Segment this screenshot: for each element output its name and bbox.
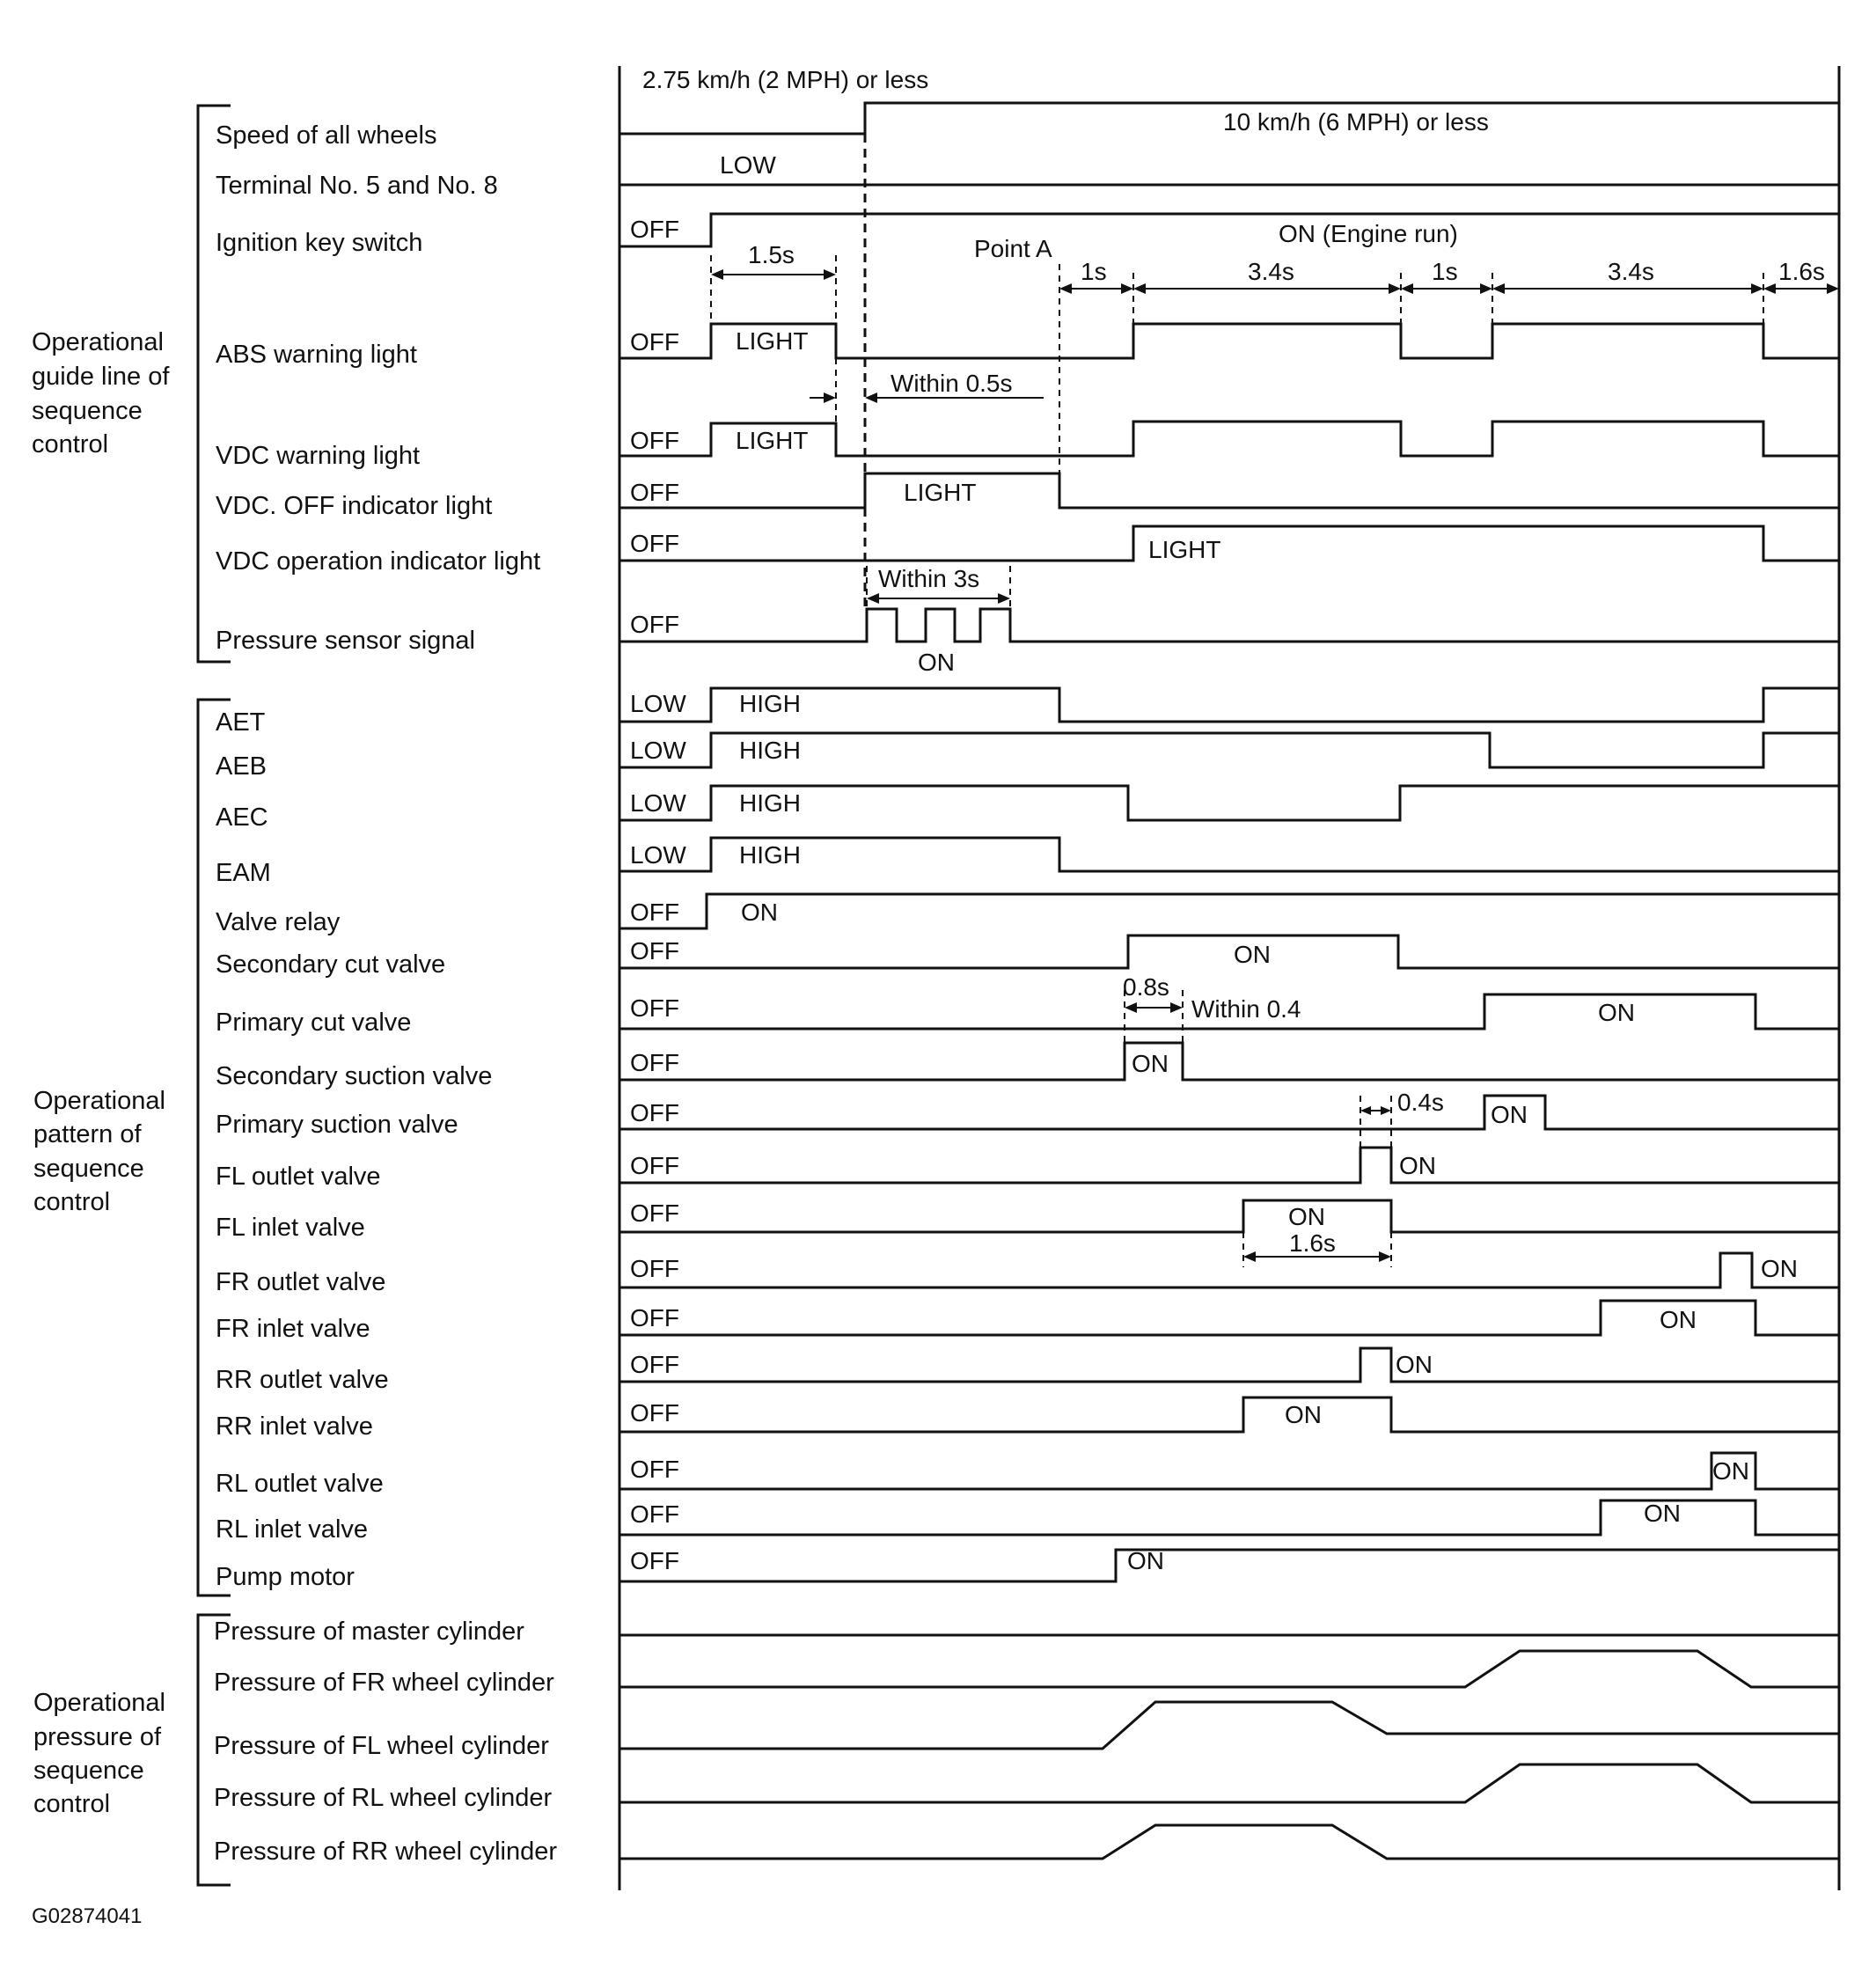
timer-1-5s-label: 1.5s bbox=[748, 241, 795, 268]
wave-valve-relay bbox=[619, 894, 1839, 928]
signal-label-vdc-light: VDC warning light bbox=[216, 442, 421, 470]
eam-low-label: LOW bbox=[630, 841, 686, 869]
speed-low-annotation: 2.75 km/h (2 MPH) or less bbox=[642, 66, 929, 93]
abs-light-label: LIGHT bbox=[736, 327, 809, 355]
aec-low-label: LOW bbox=[630, 789, 686, 817]
vdc-op-light-label: LIGHT bbox=[1148, 536, 1221, 563]
pattern-group-bracket bbox=[198, 700, 231, 1596]
ignition-off-label: OFF bbox=[630, 216, 679, 243]
wave-p-rl bbox=[619, 1764, 1839, 1802]
timer-3-4s-b-label: 3.4s bbox=[1608, 258, 1654, 285]
timer-1-6s-label: 1.6s bbox=[1778, 258, 1825, 285]
vdc-off-indicator-off-label: OFF bbox=[630, 479, 679, 506]
wave-p-rr bbox=[619, 1825, 1839, 1859]
fr-inlet-off-label: OFF bbox=[630, 1304, 679, 1331]
signal-label-eam: EAM bbox=[216, 859, 271, 887]
wave-fl-inlet bbox=[619, 1200, 1839, 1232]
signal-label-fl-inlet: FL inlet valve bbox=[216, 1214, 365, 1242]
signal-label-p-master: Pressure of master cylinder bbox=[214, 1618, 524, 1646]
speed-high-annotation: 10 km/h (6 MPH) or less bbox=[1223, 108, 1489, 136]
pattern-group-title: Operational pattern of sequence control bbox=[33, 1087, 165, 1216]
within-3s-label: Within 3s bbox=[878, 565, 980, 592]
signal-label-pump-motor: Pump motor bbox=[216, 1563, 355, 1591]
rr-outlet-off-label: OFF bbox=[630, 1351, 679, 1378]
signal-label-rl-inlet: RL inlet valve bbox=[216, 1515, 369, 1544]
signal-label-sec-cut: Secondary cut valve bbox=[216, 950, 446, 979]
wave-pri-suction bbox=[619, 1096, 1839, 1129]
pri-suction-on-label: ON bbox=[1491, 1101, 1528, 1128]
wave-p-fr bbox=[619, 1651, 1839, 1687]
timer-0-8s-label: 0.8s bbox=[1123, 973, 1169, 1001]
terminal-low-label: LOW bbox=[720, 151, 776, 179]
wave-fr-inlet bbox=[619, 1301, 1839, 1335]
wave-p-fl bbox=[619, 1702, 1839, 1749]
signal-label-valve-relay: Valve relay bbox=[216, 908, 341, 936]
pri-cut-off-label: OFF bbox=[630, 994, 679, 1022]
fl-inlet-on-label: ON bbox=[1288, 1203, 1325, 1230]
pump-motor-on-label: ON bbox=[1127, 1547, 1164, 1574]
vdc-op-off-label: OFF bbox=[630, 530, 679, 557]
point-a-label: Point A bbox=[974, 235, 1052, 262]
signal-label-p-fl: Pressure of FL wheel cylinder bbox=[214, 1732, 549, 1760]
wave-aec bbox=[619, 786, 1839, 820]
rl-outlet-on-label: ON bbox=[1712, 1457, 1749, 1485]
fr-outlet-on-label: ON bbox=[1761, 1255, 1798, 1282]
signal-label-pri-cut: Primary cut valve bbox=[216, 1009, 412, 1037]
signal-label-rr-inlet: RR inlet valve bbox=[216, 1412, 373, 1441]
wave-rr-inlet bbox=[619, 1397, 1839, 1432]
wave-sec-suction bbox=[619, 1043, 1839, 1080]
wave-aet bbox=[619, 688, 1839, 722]
fr-inlet-on-label: ON bbox=[1660, 1306, 1697, 1333]
signal-label-fr-inlet: FR inlet valve bbox=[216, 1315, 370, 1343]
rl-inlet-on-label: ON bbox=[1644, 1500, 1681, 1527]
signal-label-sec-suction: Secondary suction valve bbox=[216, 1062, 493, 1090]
fl-inlet-off-label: OFF bbox=[630, 1199, 679, 1227]
sec-cut-on-label: ON bbox=[1234, 941, 1271, 968]
signal-label-vdc-off: VDC. OFF indicator light bbox=[216, 492, 493, 520]
timer-1s-a-label: 1s bbox=[1081, 258, 1107, 285]
signal-label-fr-outlet: FR outlet valve bbox=[216, 1268, 386, 1296]
rl-inlet-off-label: OFF bbox=[630, 1500, 679, 1528]
rl-outlet-off-label: OFF bbox=[630, 1456, 679, 1483]
rr-inlet-on-label: ON bbox=[1285, 1401, 1322, 1428]
pressure-sensor-off-label: OFF bbox=[630, 611, 679, 638]
fl-outlet-off-label: OFF bbox=[630, 1152, 679, 1179]
sec-suction-off-label: OFF bbox=[630, 1049, 679, 1076]
signal-label-p-fr: Pressure of FR wheel cylinder bbox=[214, 1669, 554, 1697]
fl-outlet-on-label: ON bbox=[1399, 1152, 1436, 1179]
signal-label-rr-outlet: RR outlet valve bbox=[216, 1366, 389, 1394]
aeb-high-label: HIGH bbox=[739, 737, 801, 764]
wave-fl-outlet bbox=[619, 1148, 1839, 1183]
wave-ignition bbox=[619, 214, 1839, 246]
aec-high-label: HIGH bbox=[739, 789, 801, 817]
valve-relay-on-label: ON bbox=[741, 899, 778, 926]
wave-eam bbox=[619, 838, 1839, 871]
wave-sec-cut bbox=[619, 935, 1839, 968]
wave-vdc-off bbox=[619, 473, 1839, 508]
signal-label-vdc-op: VDC operation indicator light bbox=[216, 547, 541, 576]
aeb-low-label: LOW bbox=[630, 737, 686, 764]
timer-1-6s-fl-label: 1.6s bbox=[1289, 1229, 1336, 1257]
wave-aeb bbox=[619, 733, 1839, 767]
signal-label-rl-outlet: RL outlet valve bbox=[216, 1470, 384, 1498]
rr-inlet-off-label: OFF bbox=[630, 1399, 679, 1427]
dimension-arrows bbox=[711, 269, 1839, 1262]
signal-label-aec: AEC bbox=[216, 803, 268, 832]
wave-rl-outlet bbox=[619, 1453, 1839, 1489]
signal-label-aeb: AEB bbox=[216, 752, 268, 781]
signal-label-abs-light: ABS warning light bbox=[216, 341, 417, 369]
eam-high-label: HIGH bbox=[739, 841, 801, 869]
vdc-off-indicator-light-label: LIGHT bbox=[904, 479, 977, 506]
wave-pump-motor bbox=[619, 1550, 1839, 1581]
pressure-sensor-on-label: ON bbox=[918, 649, 955, 676]
fr-outlet-off-label: OFF bbox=[630, 1255, 679, 1282]
figure-code: G02874041 bbox=[32, 1904, 143, 1928]
wave-rr-outlet bbox=[619, 1348, 1839, 1382]
wave-vdc-op bbox=[619, 526, 1839, 561]
signal-label-aet: AET bbox=[216, 708, 266, 737]
aet-high-label: HIGH bbox=[739, 690, 801, 717]
signal-label-pressure-sensor: Pressure sensor signal bbox=[216, 627, 475, 655]
within-0-5s-label: Within 0.5s bbox=[891, 370, 1013, 397]
wave-pressure-sensor bbox=[619, 609, 1839, 642]
signal-label-ignition: Ignition key switch bbox=[216, 229, 423, 257]
pump-motor-off-label: OFF bbox=[630, 1547, 679, 1574]
pri-cut-on-label: ON bbox=[1598, 999, 1635, 1026]
signal-label-pri-suction: Primary suction valve bbox=[216, 1111, 458, 1139]
valve-relay-off-label: OFF bbox=[630, 899, 679, 926]
ignition-on-label: ON (Engine run) bbox=[1279, 220, 1458, 247]
timer-0-4s-label: 0.4s bbox=[1397, 1089, 1444, 1116]
wave-fr-outlet bbox=[619, 1253, 1839, 1287]
within-0-4-label: Within 0.4 bbox=[1191, 995, 1301, 1023]
vdc-light-label: LIGHT bbox=[736, 427, 809, 454]
signal-label-p-rl: Pressure of RL wheel cylinder bbox=[214, 1784, 553, 1812]
waveforms bbox=[619, 103, 1839, 1859]
sec-cut-off-label: OFF bbox=[630, 937, 679, 965]
rr-outlet-on-label: ON bbox=[1396, 1351, 1433, 1378]
pri-suction-off-label: OFF bbox=[630, 1099, 679, 1126]
signal-label-terminal: Terminal No. 5 and No. 8 bbox=[216, 172, 498, 200]
signal-label-fl-outlet: FL outlet valve bbox=[216, 1163, 381, 1191]
sec-suction-on-label: ON bbox=[1132, 1050, 1169, 1077]
timer-3-4s-a-label: 3.4s bbox=[1248, 258, 1294, 285]
signal-label-speed: Speed of all wheels bbox=[216, 121, 437, 150]
signal-label-p-rr: Pressure of RR wheel cylinder bbox=[214, 1838, 558, 1866]
vdc-off-label: OFF bbox=[630, 427, 679, 454]
aet-low-label: LOW bbox=[630, 690, 686, 717]
pressure-group-title: Operational pressure of sequence control bbox=[33, 1689, 165, 1818]
abs-off-label: OFF bbox=[630, 328, 679, 356]
timer-1s-b-label: 1s bbox=[1432, 258, 1458, 285]
guide-group-title: Operational guide line of sequence control bbox=[32, 328, 170, 458]
